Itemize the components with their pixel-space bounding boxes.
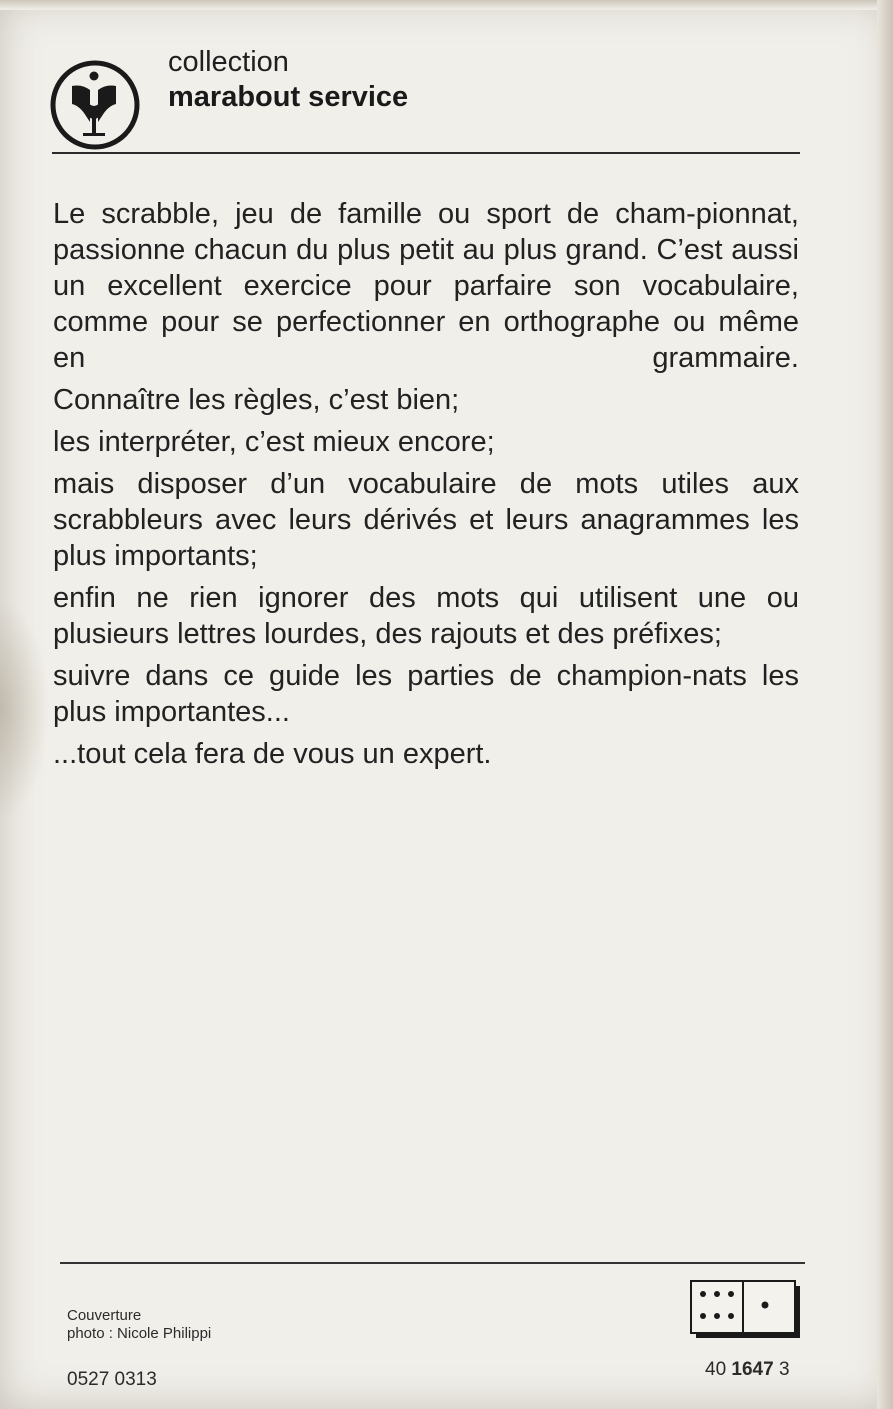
back-cover-blurb <box>53 196 799 778</box>
bottom-divider <box>60 1262 805 1264</box>
collection-label: collection <box>168 46 289 78</box>
top-divider <box>52 152 800 154</box>
photo-credit: photo : Nicole Philippi <box>67 1325 212 1342</box>
blurb-paragraph: enfin ne rien ignorer des mots qui utilisent une ou plusieurs lettres lourdes, des rajouts et des préfixes; <box>53 582 799 650</box>
isbn-main: 1647 <box>731 1359 774 1380</box>
blurb-paragraph: mais disposer d’un vocabulaire de mots utiles aux scrabbleurs avec leurs dérivés et leurs anagrammes les plus importants; <box>53 468 799 572</box>
marabout-book-goblet-logo-icon <box>50 60 140 150</box>
blurb-paragraph: ...tout cela fera de vous un expert. <box>53 738 492 770</box>
blurb-paragraph: Le scrabble, jeu de famille ou sport de cham-pionnat, passionne chacun du plus petit au plus grand. C’est aussi un excellent exercice pour parfaire son vocabulaire, comme pour se perfectionner en orthographe ou même en grammaire. <box>53 198 799 374</box>
cover-credit-label: Couverture <box>67 1307 142 1324</box>
catalog-code: 0527 0313 <box>67 1369 157 1390</box>
blurb-paragraph: Connaître les règles, c’est bien; <box>53 384 460 416</box>
cover-spine-edge <box>877 0 893 1409</box>
isbn-code <box>705 1359 790 1381</box>
isbn-prefix: 40 <box>705 1359 727 1380</box>
paper-stain <box>0 600 50 820</box>
domino-price-symbol-icon <box>690 1280 802 1340</box>
cover-top-edge <box>0 0 893 10</box>
blurb-paragraph: suivre dans ce guide les parties de champion-nats les plus importantes... <box>53 660 799 728</box>
isbn-suffix: 3 <box>778 1359 790 1380</box>
blurb-paragraph: les interpréter, c’est mieux encore; <box>53 426 495 458</box>
series-name: marabout service <box>168 81 409 113</box>
